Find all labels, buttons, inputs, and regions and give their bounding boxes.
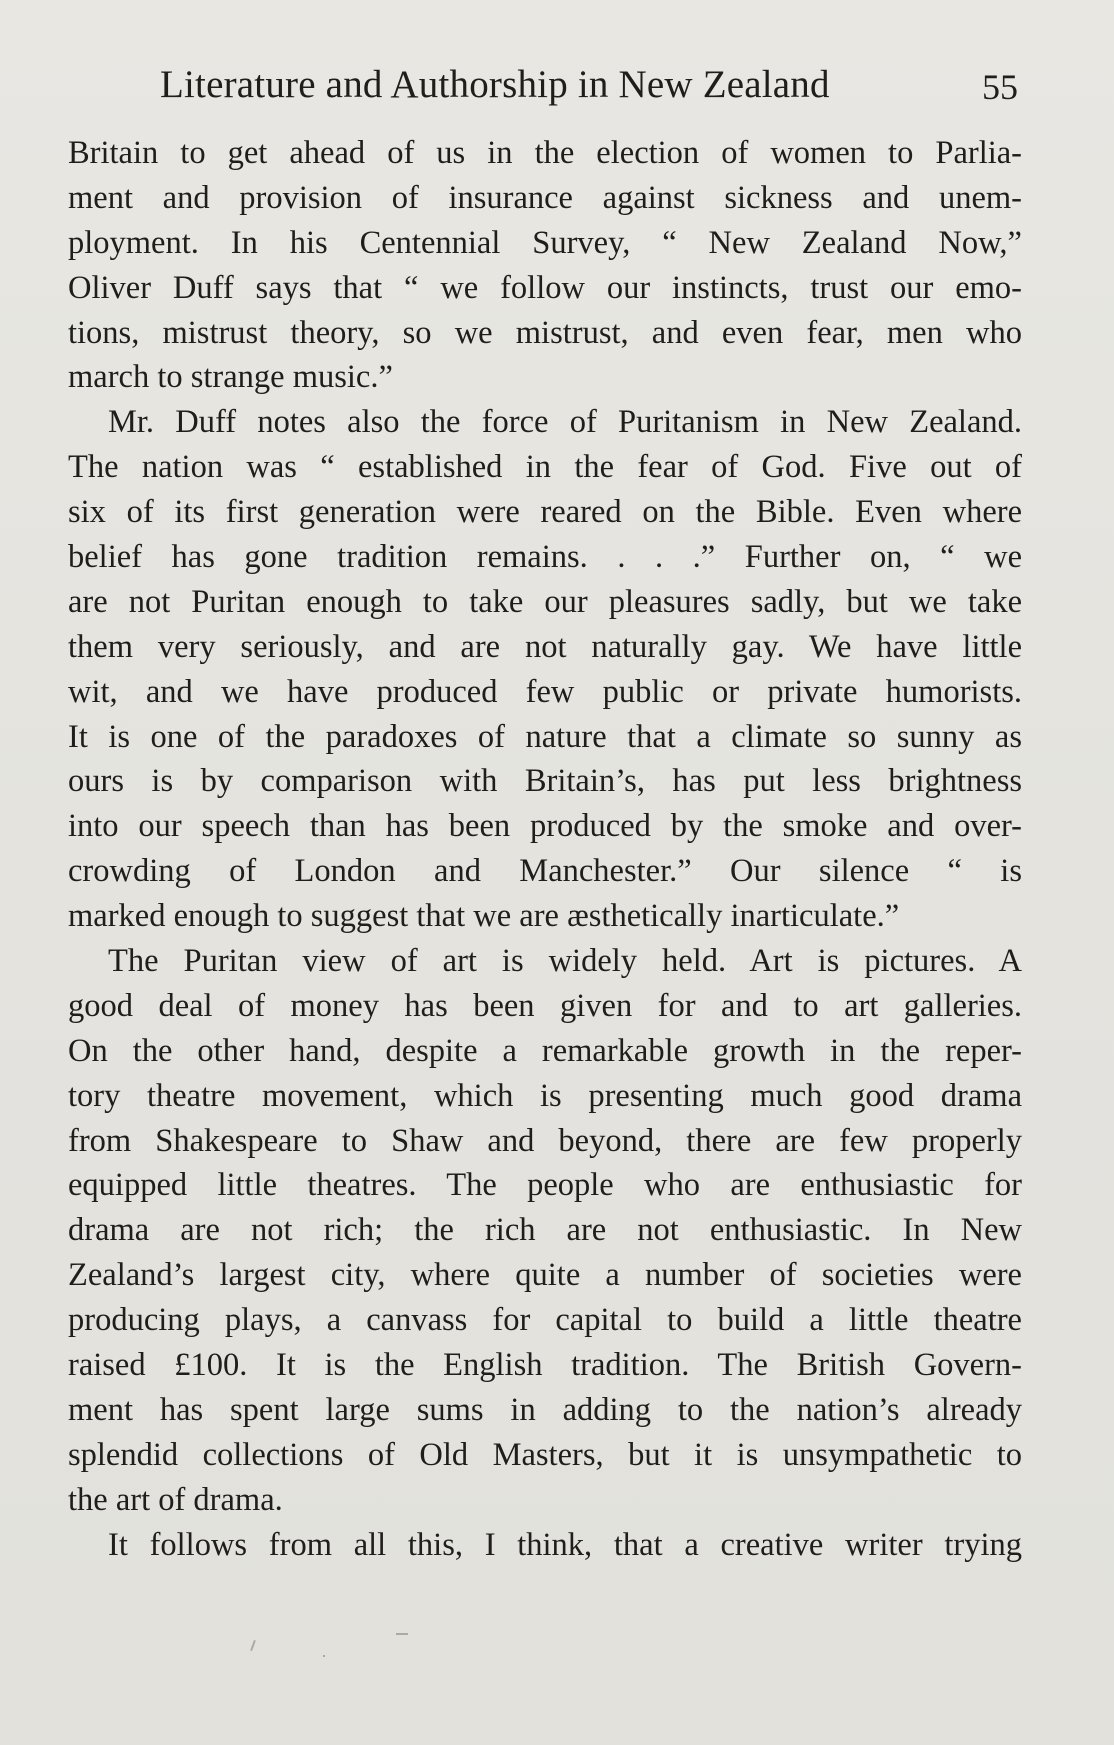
text-line: producing plays, a canvass for capital to build a little theatre bbox=[68, 1302, 1022, 1339]
text-line: the art of drama. bbox=[68, 1481, 283, 1518]
paper-speck bbox=[250, 1640, 256, 1651]
text-line: tory theatre movement, which is presenting much good drama bbox=[68, 1077, 1022, 1114]
text-line: belief has gone tradition remains. . . .” Further on, “ we bbox=[68, 539, 1022, 576]
text-line: Britain to get ahead of us in the election of women to Parlia- bbox=[68, 135, 1022, 171]
text-line: march to strange music.” bbox=[68, 359, 393, 396]
paragraph-3 bbox=[68, 939, 1022, 1523]
text-line: six of its first generation were reared on the Bible. Even where bbox=[68, 494, 1022, 531]
text-line: good deal of money has been given for and to art galleries. bbox=[68, 987, 1022, 1024]
text-line: equipped little theatres. The people who are enthusiastic for bbox=[68, 1167, 1022, 1204]
paper-speck bbox=[323, 1655, 325, 1657]
text-line: The Puritan view of art is widely held. Art is pictures. A bbox=[108, 943, 1022, 980]
text-line: into our speech than has been produced by the smoke and over- bbox=[68, 808, 1022, 845]
text-line: marked enough to suggest that we are æsthetically inarticulate.” bbox=[68, 898, 900, 935]
text-line: them very seriously, and are not naturally gay. We have little bbox=[68, 628, 1022, 665]
body-text bbox=[68, 131, 1022, 1568]
text-line: The nation was “ established in the fear of God. Five out of bbox=[68, 449, 1022, 486]
chapter-title: Literature and Authorship in New Zealand bbox=[160, 63, 830, 106]
text-line: It is one of the paradoxes of nature that a climate so sunny as bbox=[68, 718, 1022, 755]
text-line: splendid collections of Old Masters, but it is unsympathetic to bbox=[68, 1436, 1022, 1473]
text-line: are not Puritan enough to take our pleasures sadly, but we take bbox=[68, 583, 1022, 620]
text-line: ours is by comparison with Britain’s, has put less brightness bbox=[68, 763, 1022, 800]
text-line: On the other hand, despite a remarkable growth in the reper- bbox=[68, 1032, 1022, 1069]
text-line: Zealand’s largest city, where quite a number of societies were bbox=[68, 1257, 1022, 1294]
text-line: ment and provision of insurance against sickness and unem- bbox=[68, 179, 1022, 216]
text-line: wit, and we have produced few public or private humorists. bbox=[68, 673, 1022, 710]
text-line: ployment. In his Centennial Survey, “ New Zealand Now,” bbox=[68, 224, 1022, 261]
text-line: It follows from all this, I think, that a creative writer trying bbox=[108, 1526, 1022, 1563]
text-line: ment has spent large sums in adding to the nation’s already bbox=[68, 1391, 1022, 1428]
paragraph-2 bbox=[68, 400, 1022, 939]
paragraph-4 bbox=[68, 1523, 1022, 1568]
text-line: drama are not rich; the rich are not enthusiastic. In New bbox=[68, 1212, 1022, 1249]
text-line: Oliver Duff says that “ we follow our instincts, trust our emo- bbox=[68, 269, 1022, 306]
text-line: Mr. Duff notes also the force of Puritanism in New Zealand. bbox=[108, 404, 1022, 441]
paragraph-1 bbox=[68, 131, 1022, 400]
text-line: crowding of London and Manchester.” Our silence “ is bbox=[68, 853, 1022, 890]
paper-speck bbox=[396, 1633, 408, 1635]
text-line: from Shakespeare to Shaw and beyond, there are few properly bbox=[68, 1122, 1022, 1159]
text-line: raised £100. It is the English tradition. The British Govern- bbox=[68, 1347, 1022, 1384]
running-head bbox=[160, 62, 1022, 112]
text-line: tions, mistrust theory, so we mistrust, and even fear, men who bbox=[68, 314, 1022, 351]
page-number: 55 bbox=[982, 67, 1018, 107]
